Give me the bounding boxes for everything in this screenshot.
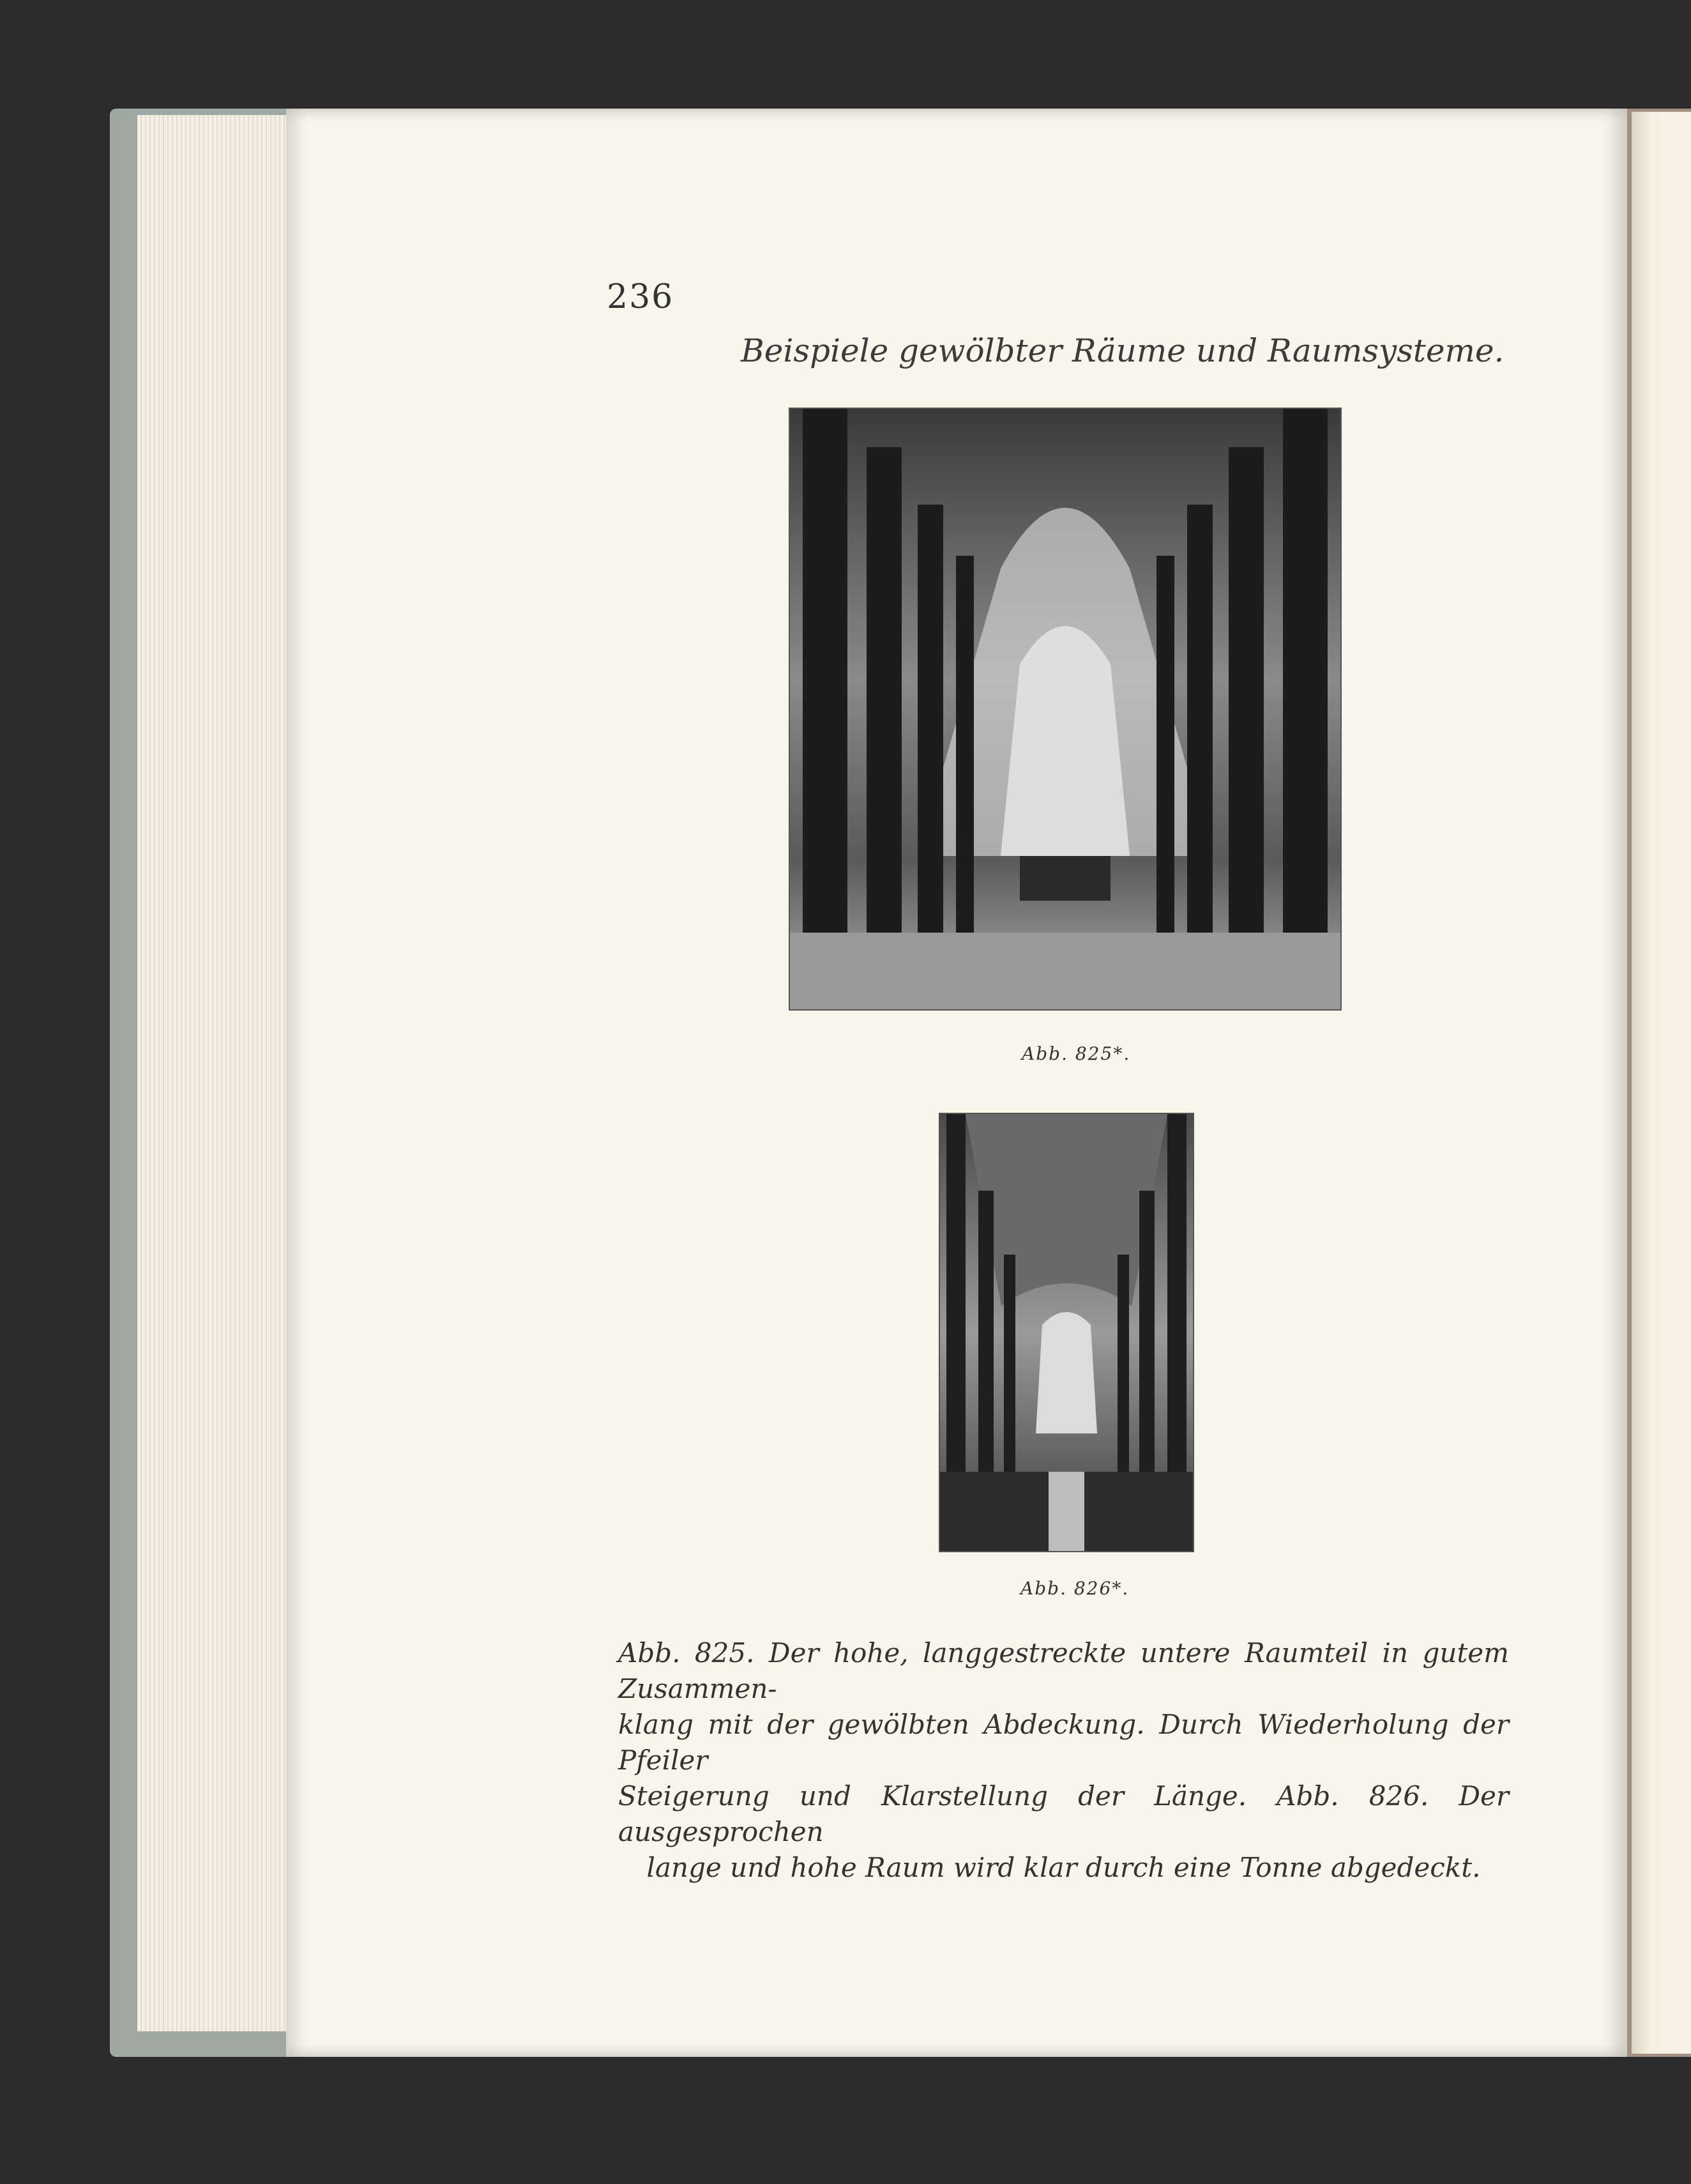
page-edges	[137, 115, 297, 2031]
page-number: 236	[607, 278, 674, 316]
figure-825-label: Abb. 825*.	[1022, 1043, 1131, 1064]
caption-line: Steigerung und Klarstellung der Länge. Abb. 826. Der ausgesprochen	[618, 1780, 1509, 1847]
figure-caption	[618, 1635, 1509, 1886]
figure-825-photo	[789, 408, 1342, 1011]
facing-page-edge	[1632, 112, 1691, 2054]
caption-line: Abb. 825. Der hohe, langgestreckte untere Raumteil in gutem Zusammen-	[618, 1637, 1509, 1704]
running-head: Beispiele gewölbter Räume und Raumsysteme.	[741, 332, 1505, 369]
caption-line: klang mit der gewölbten Abdeckung. Durch Wiederholung der Pfeiler	[618, 1709, 1509, 1776]
figure-826-photo	[939, 1113, 1194, 1552]
caption-line: lange und hohe Raum wird klar durch eine Tonne abgedeckt.	[646, 1852, 1481, 1883]
figure-826-label: Abb. 826*.	[1020, 1578, 1130, 1599]
